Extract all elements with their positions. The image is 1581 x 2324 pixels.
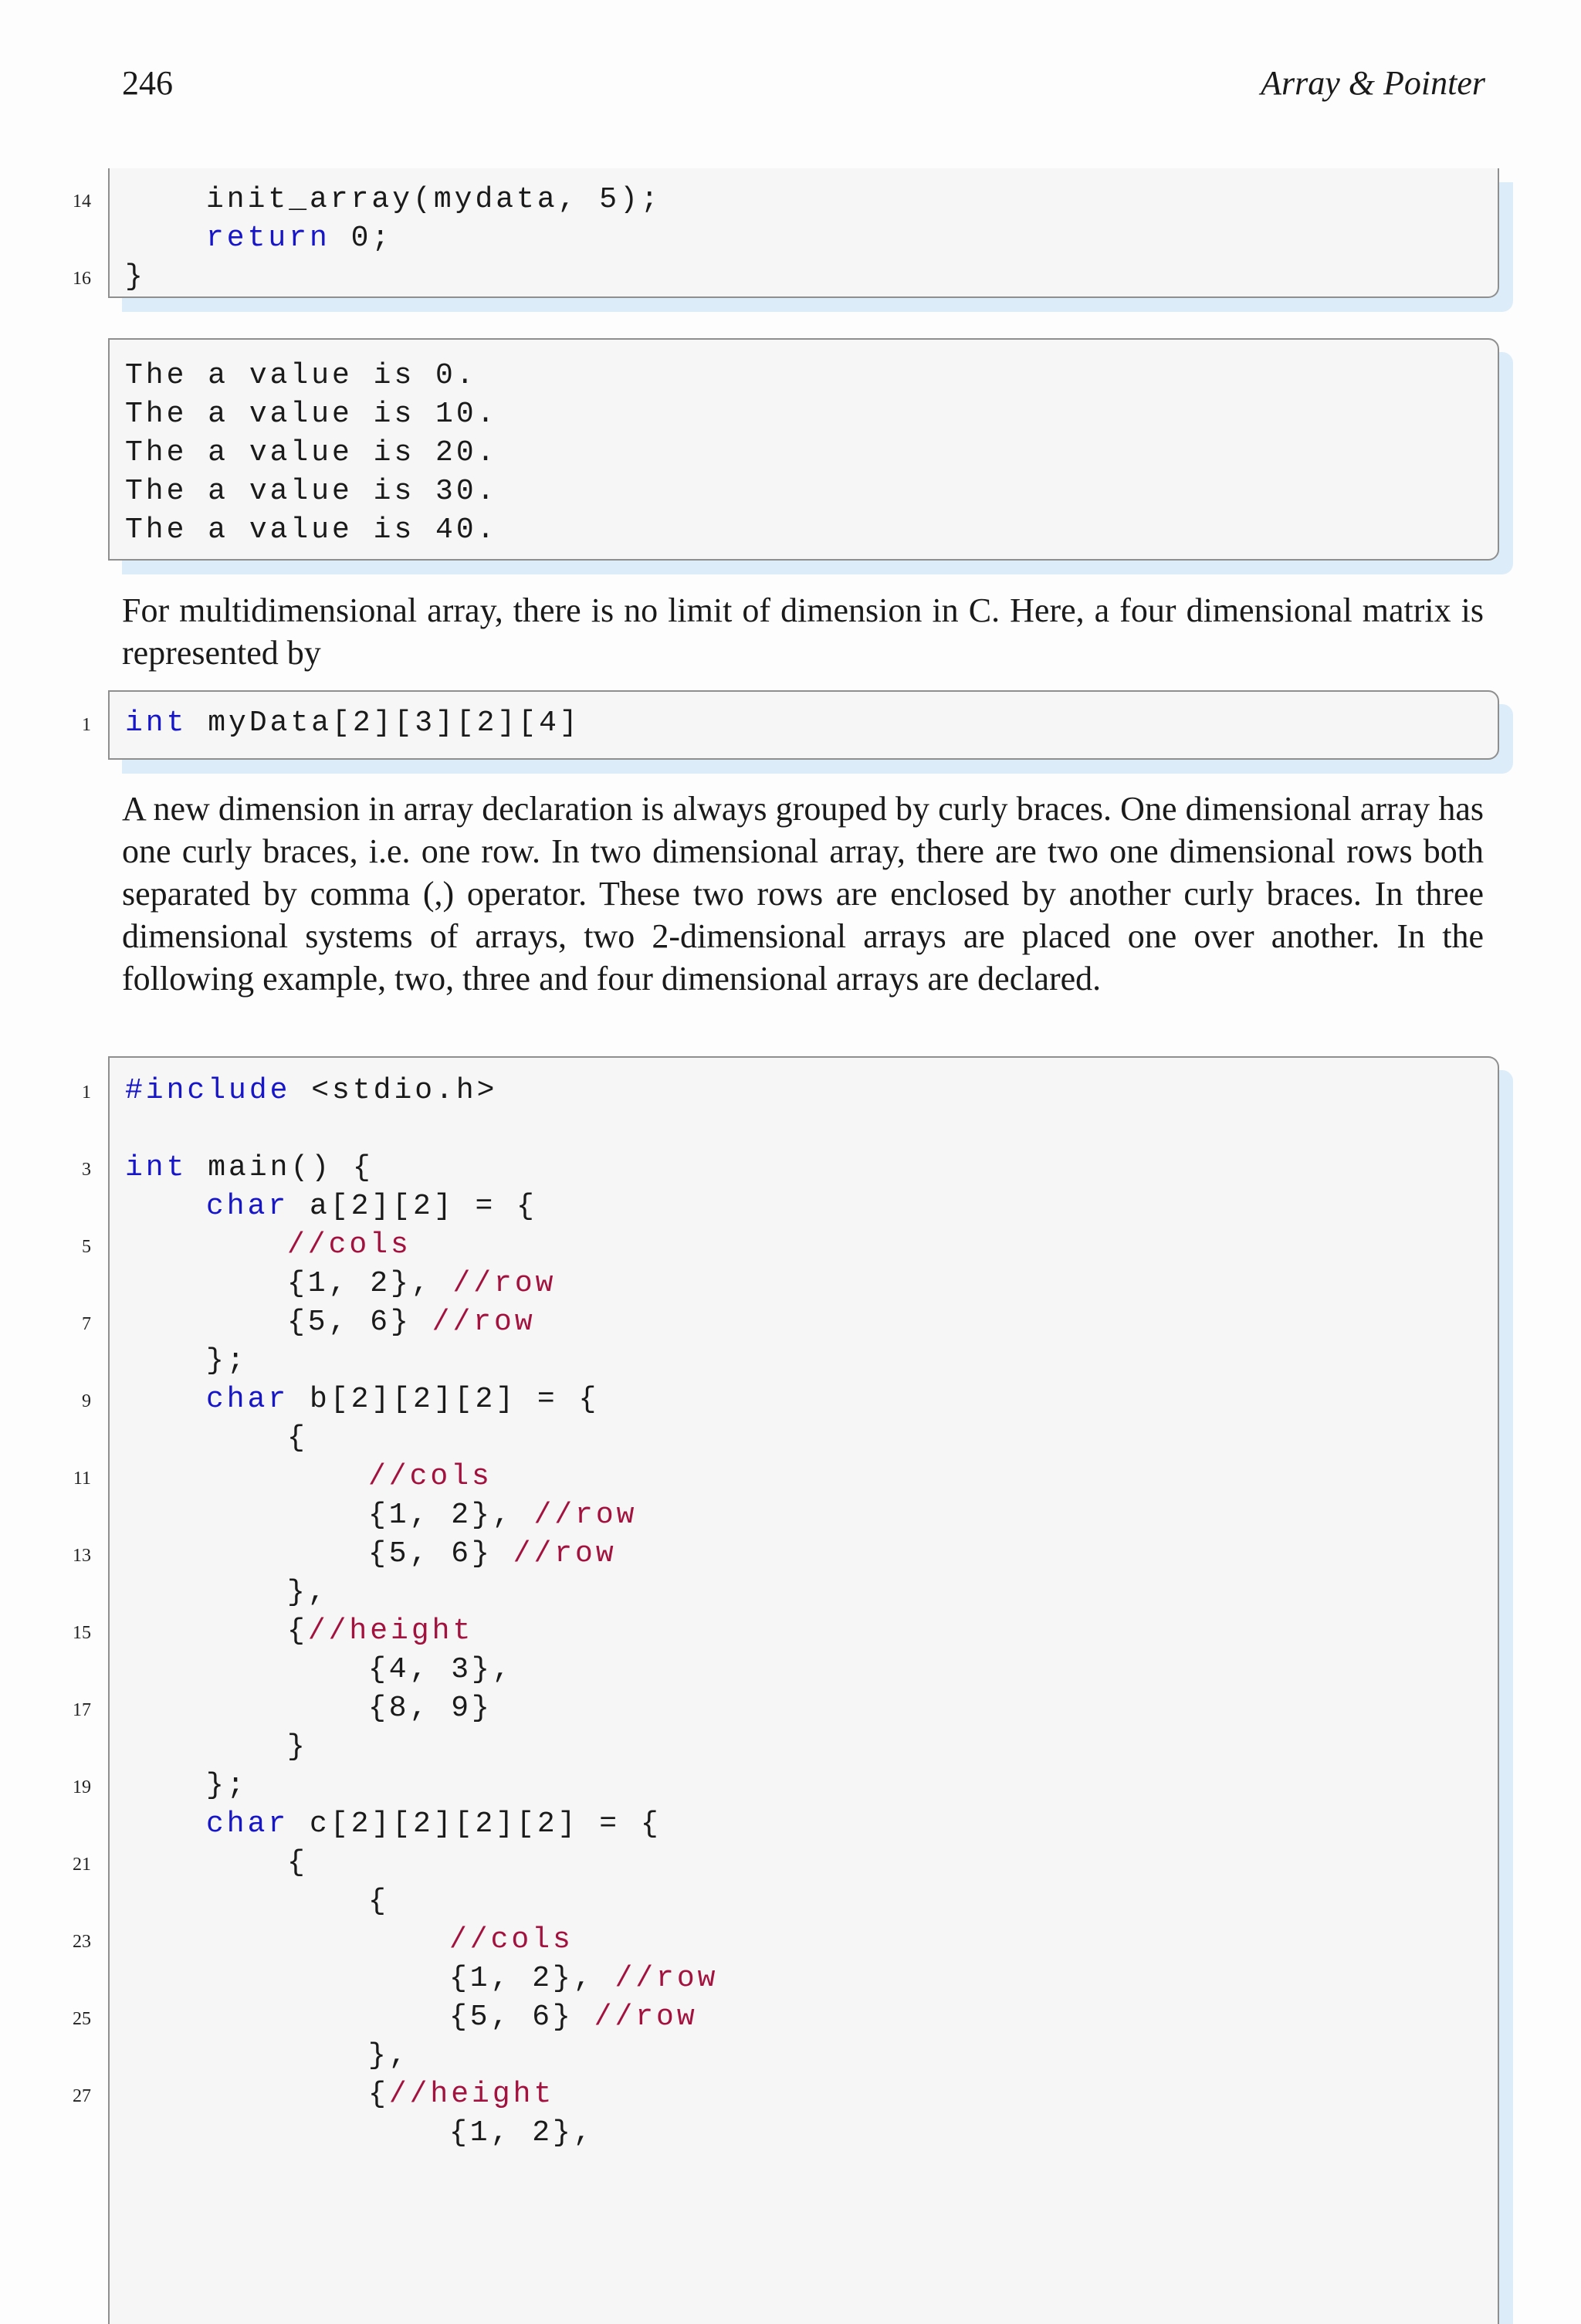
code-line	[449, 1921, 574, 1960]
code-line	[287, 1844, 308, 1882]
code-line	[287, 1419, 308, 1458]
code-line	[125, 1149, 374, 1187]
code-line	[206, 1767, 248, 1805]
line-number: 7	[82, 1314, 91, 1334]
line-number: 21	[73, 1855, 91, 1875]
line-number: 13	[73, 1546, 91, 1566]
code-token: {	[287, 1421, 308, 1455]
code-line	[368, 1458, 493, 1496]
code-line	[368, 2075, 554, 2114]
line-number: 14	[73, 191, 91, 212]
line-number: 27	[73, 2086, 91, 2106]
comment-token: //cols	[449, 1923, 574, 1956]
line-number: 1	[82, 1082, 91, 1103]
code-block-mydata	[82, 690, 1499, 760]
code-token: myData[2][3][2][4]	[187, 706, 581, 740]
code-token: c[2][2][2][2] = {	[289, 1807, 662, 1841]
code-line	[449, 2114, 594, 2153]
code-line	[206, 1381, 599, 1419]
output-line: The a value is 10.	[125, 398, 498, 431]
keyword-token: int	[125, 1151, 188, 1184]
code-token: {5, 6}	[368, 1537, 513, 1570]
code-token: {5, 6}	[449, 2000, 594, 2034]
paragraph-multidimensional-intro: For multidimensional array, there is no limit of dimension in C. Here, a four dimensional matrix is represented by	[122, 591, 1484, 672]
code-line	[287, 1574, 329, 1612]
page-number: 246	[122, 64, 173, 102]
line-number: 16	[73, 269, 91, 289]
code-line	[287, 1303, 536, 1342]
code-line	[368, 1496, 637, 1535]
output-line: The a value is 40.	[125, 513, 498, 547]
code-line	[449, 1998, 698, 2037]
code-token: };	[206, 1344, 248, 1377]
code-line	[287, 1226, 411, 1265]
code-token: {1, 2},	[449, 2116, 594, 2150]
keyword-token: #include	[125, 1074, 291, 1107]
code-token: b[2][2][2] = {	[289, 1383, 600, 1416]
comment-token: //row	[513, 1537, 617, 1570]
code-token: {1, 2},	[449, 1962, 615, 1995]
code-token: {	[368, 2078, 389, 2111]
code-token: {1, 2},	[368, 1499, 534, 1532]
code-line	[287, 1265, 556, 1303]
code-line	[368, 1689, 493, 1728]
line-number: 11	[73, 1469, 91, 1489]
comment-token: //cols	[287, 1228, 411, 1262]
comment-token: //row	[533, 1499, 638, 1532]
line-number: 23	[73, 1932, 91, 1952]
line-number: 3	[82, 1160, 91, 1180]
code-token: };	[206, 1769, 248, 1802]
code-line	[125, 704, 581, 743]
code-line	[206, 1342, 248, 1381]
line-number: 17	[73, 1700, 91, 1720]
comment-token: //height	[388, 2078, 555, 2111]
code-token: {5, 6}	[287, 1306, 432, 1339]
code-block-continued	[73, 168, 1499, 298]
comment-token: //row	[614, 1962, 719, 1995]
code-line	[368, 2037, 410, 2075]
code-token: a[2][2] = {	[289, 1190, 537, 1223]
code-token: {	[287, 1846, 308, 1879]
code-line	[368, 1651, 513, 1689]
output-line: The a value is 0.	[125, 359, 477, 392]
code-line	[368, 1535, 617, 1574]
keyword-token: char	[206, 1383, 289, 1416]
code-line	[206, 219, 392, 258]
code-token: {4, 3},	[368, 1653, 513, 1686]
keyword-token: return	[206, 222, 330, 255]
line-number: 9	[82, 1391, 91, 1411]
code-line	[125, 1072, 497, 1110]
code-token: },	[368, 2039, 410, 2072]
code-token: <stdio.h>	[290, 1074, 498, 1107]
code-token: }	[287, 1730, 308, 1763]
code-line	[287, 1728, 308, 1767]
code-token: main() {	[187, 1151, 374, 1184]
code-token: {	[368, 1885, 389, 1918]
running-title: Array & Pointer	[1261, 64, 1485, 102]
code-line	[206, 1805, 662, 1844]
code-line	[368, 1882, 389, 1921]
comment-token: //height	[307, 1614, 474, 1648]
keyword-token: char	[206, 1190, 289, 1223]
line-number: 19	[73, 1777, 91, 1797]
comment-token: //row	[452, 1267, 557, 1300]
keyword-token: int	[125, 706, 188, 740]
line-number: 5	[82, 1237, 91, 1257]
code-line	[125, 258, 146, 296]
code-line	[206, 1187, 537, 1226]
code-line	[287, 1612, 473, 1651]
line-number: 25	[73, 2009, 91, 2029]
code-block-array-declarations	[73, 1056, 1499, 2324]
line-number: 1	[82, 715, 91, 735]
code-token: {1, 2},	[287, 1267, 453, 1300]
output-line: The a value is 20.	[125, 436, 498, 469]
code-token: }	[125, 260, 146, 293]
code-token: {	[287, 1614, 308, 1648]
comment-token: //row	[594, 2000, 698, 2034]
code-token: init_array(mydata, 5);	[206, 183, 662, 216]
code-token: {8, 9}	[368, 1692, 493, 1725]
comment-token: //cols	[368, 1460, 493, 1493]
output-block	[108, 338, 1499, 561]
code-line	[449, 1960, 718, 1998]
comment-token: //row	[432, 1306, 536, 1339]
code-line	[206, 181, 662, 219]
code-token: },	[287, 1576, 329, 1609]
code-token: 0;	[330, 222, 393, 255]
line-number: 15	[73, 1623, 91, 1643]
keyword-token: char	[206, 1807, 289, 1841]
output-line: The a value is 30.	[125, 475, 498, 508]
paragraph-dimension-explanation: A new dimension in array declaration is always grouped by curly braces. One dimensional array has one curly braces, i.e. one row. In two dimensional array, there are two one dimensional rows both separated by comma (,) operator. These two rows are enclosed by another curly braces. In three dimensional systems of arrays, two 2-dimensional arrays are placed one over another. In the following example, two, three and four dimensional arrays are declared.	[122, 790, 1484, 998]
